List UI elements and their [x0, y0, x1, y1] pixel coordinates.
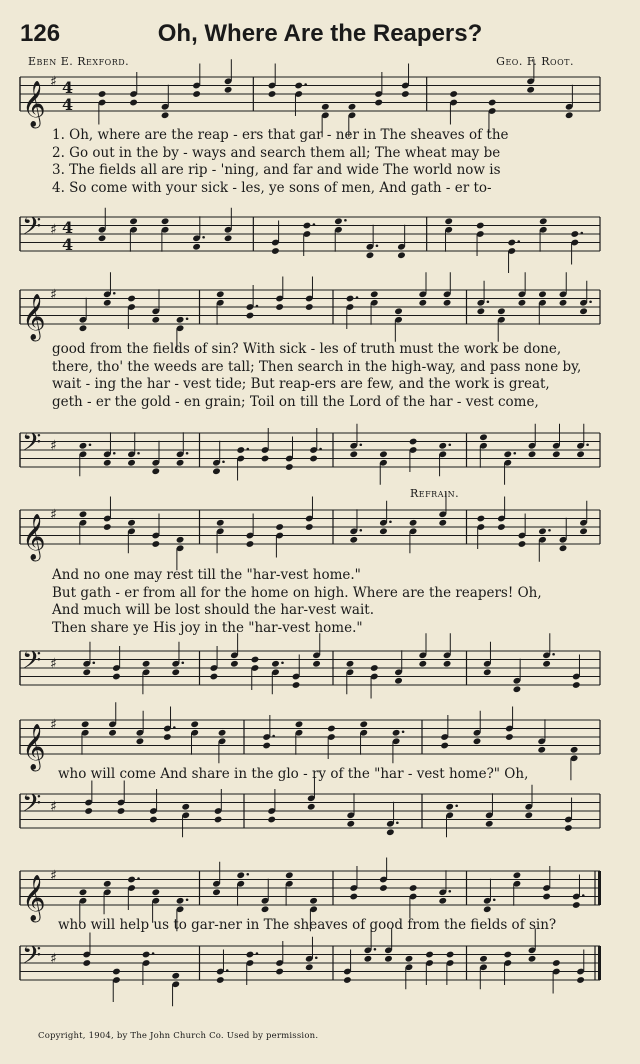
- verse-3-line: wait - ing the har - vest tide; But reap-ers are few, and the work is great,: [52, 376, 550, 392]
- verse-4-line: 4. So come with your sick - les, ye sons of men, And gath - er to-: [52, 179, 492, 196]
- verse-4-line: Then share ye His joy in the "har-vest home.": [52, 619, 363, 636]
- chorus-line: who will help us to gar-ner in The sheaves of good from the fields of sin?: [58, 917, 557, 933]
- sharp-icon: ♯: [50, 717, 57, 733]
- note-head: [364, 955, 373, 963]
- note-head: [82, 959, 91, 967]
- composer-credit: Geo. F. Root.: [496, 55, 574, 68]
- note-head: [343, 976, 352, 984]
- sharp-icon: ♯: [50, 951, 57, 967]
- bass-clef-icon: 𝄢: [22, 646, 42, 681]
- sharp-icon: ♯: [50, 656, 57, 672]
- final-barline: [598, 946, 601, 980]
- bass-clef-icon: 𝄢: [22, 941, 42, 976]
- note-head: [425, 951, 434, 959]
- treble-clef-icon: 𝄞: [22, 724, 46, 770]
- treble-clef-icon: 𝄞: [22, 81, 46, 127]
- copyright-notice: Copyright, 1904, by The John Church Co. Used by permission.: [38, 1031, 319, 1041]
- bass-clef-icon: 𝄢: [22, 789, 42, 824]
- treble-clef-icon: 𝄞: [22, 514, 46, 560]
- verse-2-line: 2. Go out in the by - ways and search them all; The wheat may be: [52, 144, 501, 161]
- verse-3-line: And much will be lost should the har-vest wait.: [52, 602, 374, 618]
- note-head: [112, 968, 121, 976]
- note-head: [305, 963, 314, 971]
- verse-1-line: good from the fields of sin? With sick - les of truth must the work be done,: [52, 341, 562, 357]
- lyricist-credit: Eben E. Rexford.: [28, 55, 130, 68]
- note-head: [503, 951, 512, 959]
- sharp-icon: ♯: [50, 222, 57, 238]
- note-head: [552, 959, 561, 967]
- note-head: [275, 968, 284, 976]
- hymn-title: Oh, Where Are the Reapers?: [157, 20, 483, 47]
- treble-clef-icon: 𝄞: [22, 875, 46, 921]
- treble-clef-icon: 𝄞: [22, 294, 46, 340]
- verse-1-line: And no one may rest till the "har-vest home.": [52, 567, 361, 583]
- time-signature-icon: 4: [62, 235, 74, 254]
- note-head: [171, 972, 180, 980]
- note-head: [384, 955, 393, 963]
- verse-1-line: 1. Oh, where are the reap - ers that gar - ner in The sheaves of the: [52, 127, 509, 143]
- time-signature-icon: 4: [62, 95, 74, 114]
- sharp-icon: ♯: [50, 438, 57, 454]
- note-head: [216, 976, 225, 984]
- verse-4-line: geth - er the gold - en grain; Toil on till the Lord of the har - vest come,: [52, 393, 539, 410]
- note-head: [479, 955, 488, 963]
- bass-clef-icon: 𝄢: [22, 428, 42, 463]
- note-dot: [152, 952, 155, 955]
- note-dot: [256, 952, 259, 955]
- note-dot: [315, 956, 318, 959]
- verse-3-line: 3. The fields all are rip - 'ning, and far and wide The world now is: [52, 162, 501, 178]
- note-head: [405, 955, 414, 963]
- note-head: [246, 951, 255, 959]
- time-signature-icon: 4: [62, 218, 74, 237]
- sharp-icon: ♯: [50, 868, 57, 884]
- hymn-number: 126: [20, 20, 61, 47]
- sharp-icon: ♯: [50, 799, 57, 815]
- note-head: [142, 951, 151, 959]
- note-head: [576, 976, 585, 984]
- bass-clef-icon: 𝄢: [22, 212, 42, 247]
- sharp-icon: ♯: [50, 74, 57, 90]
- chorus-line: who will come And share in the glo - ry of the "har - vest home?" Oh,: [58, 766, 529, 782]
- verse-2-line: there, tho' the weeds are tall; Then search in the high-way, and pass none by,: [52, 358, 582, 375]
- note-dot: [226, 969, 229, 972]
- sharp-icon: ♯: [50, 287, 57, 303]
- refrain-label: Refrain.: [410, 487, 460, 500]
- note-head: [446, 951, 455, 959]
- verse-2-line: But gath - er from all for the home on high. Where are the reapers! Oh,: [52, 584, 542, 601]
- sharp-icon: ♯: [50, 507, 57, 523]
- note-head: [528, 955, 537, 963]
- time-signature-icon: 4: [62, 78, 74, 97]
- note-dot: [374, 948, 377, 951]
